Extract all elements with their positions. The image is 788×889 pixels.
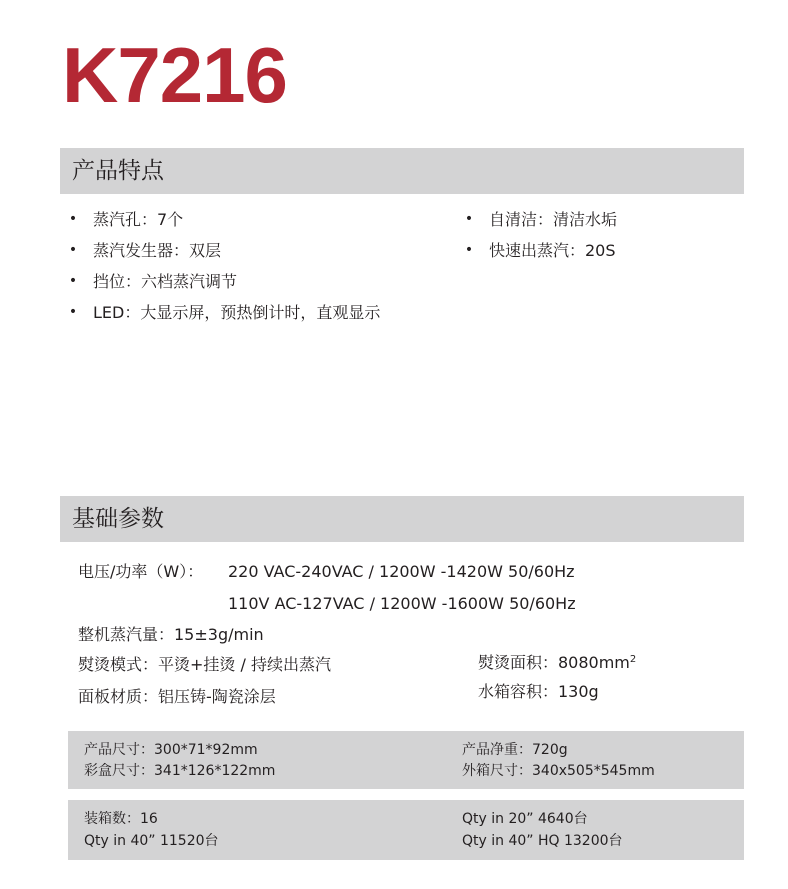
features-list-left: [68, 204, 380, 328]
ironing-area-superscript: 2: [629, 654, 637, 665]
model-number: K7216: [62, 31, 287, 119]
feature-item: • 蒸汽发生器：双层: [68, 235, 380, 266]
bullet-icon: •: [464, 211, 474, 227]
water-tank: 水箱容积：130g: [478, 682, 599, 701]
features-header: [60, 148, 744, 194]
power-label: 电压/功率（W）：: [78, 562, 204, 581]
carton-size: 外箱尺寸：340x505*545mm: [462, 763, 655, 779]
bullet-icon: •: [68, 304, 78, 320]
net-weight: 产品净重：720g: [462, 742, 568, 758]
power-spec-1: 220 VAC-240VAC / 1200W -1420W 50/60Hz: [228, 562, 575, 581]
soleplate-material: 面板材质：铝压铸-陶瓷涂层: [78, 687, 276, 706]
params-header: [60, 496, 744, 542]
bullet-icon: •: [464, 242, 474, 258]
shipping-box: [68, 800, 744, 860]
ironing-area: 熨烫面积：$8080mm^2$: [478, 653, 637, 672]
features-list-right: [464, 204, 617, 266]
ironing-mode: 熨烫模式：平烫+挂烫 / 持续出蒸汽: [78, 655, 331, 674]
box-size: 彩盒尺寸：341*126*122mm: [84, 763, 276, 779]
qty-20ft: Qty in 20” 4640台: [462, 811, 588, 827]
feature-item: • 快速出蒸汽：20S: [464, 235, 617, 266]
units-per-carton: 装箱数：16: [84, 811, 158, 827]
dimensions-box: [68, 731, 744, 789]
feature-item: • 蒸汽孔：7个: [68, 204, 380, 235]
bullet-icon: •: [68, 242, 78, 258]
bullet-icon: •: [68, 273, 78, 289]
bullet-icon: •: [68, 211, 78, 227]
product-size: 产品尺寸：300*71*92mm: [84, 742, 258, 758]
qty-40ft: Qty in 40” 11520台: [84, 833, 219, 849]
features-title: 产品特点: [72, 158, 164, 184]
feature-item: • LED：大显示屏，预热倒计时，直观显示: [68, 297, 380, 328]
feature-item: • 自清洁：清洁水垢: [464, 204, 617, 235]
power-spec-2: 110V AC-127VAC / 1200W -1600W 50/60Hz: [228, 594, 576, 613]
feature-item: • 挡位：六档蒸汽调节: [68, 266, 380, 297]
steam-output: 整机蒸汽量：15±3g/min: [78, 625, 264, 644]
params-title: 基础参数: [72, 506, 164, 532]
qty-40ft-hq: Qty in 40” HQ 13200台: [462, 833, 623, 849]
